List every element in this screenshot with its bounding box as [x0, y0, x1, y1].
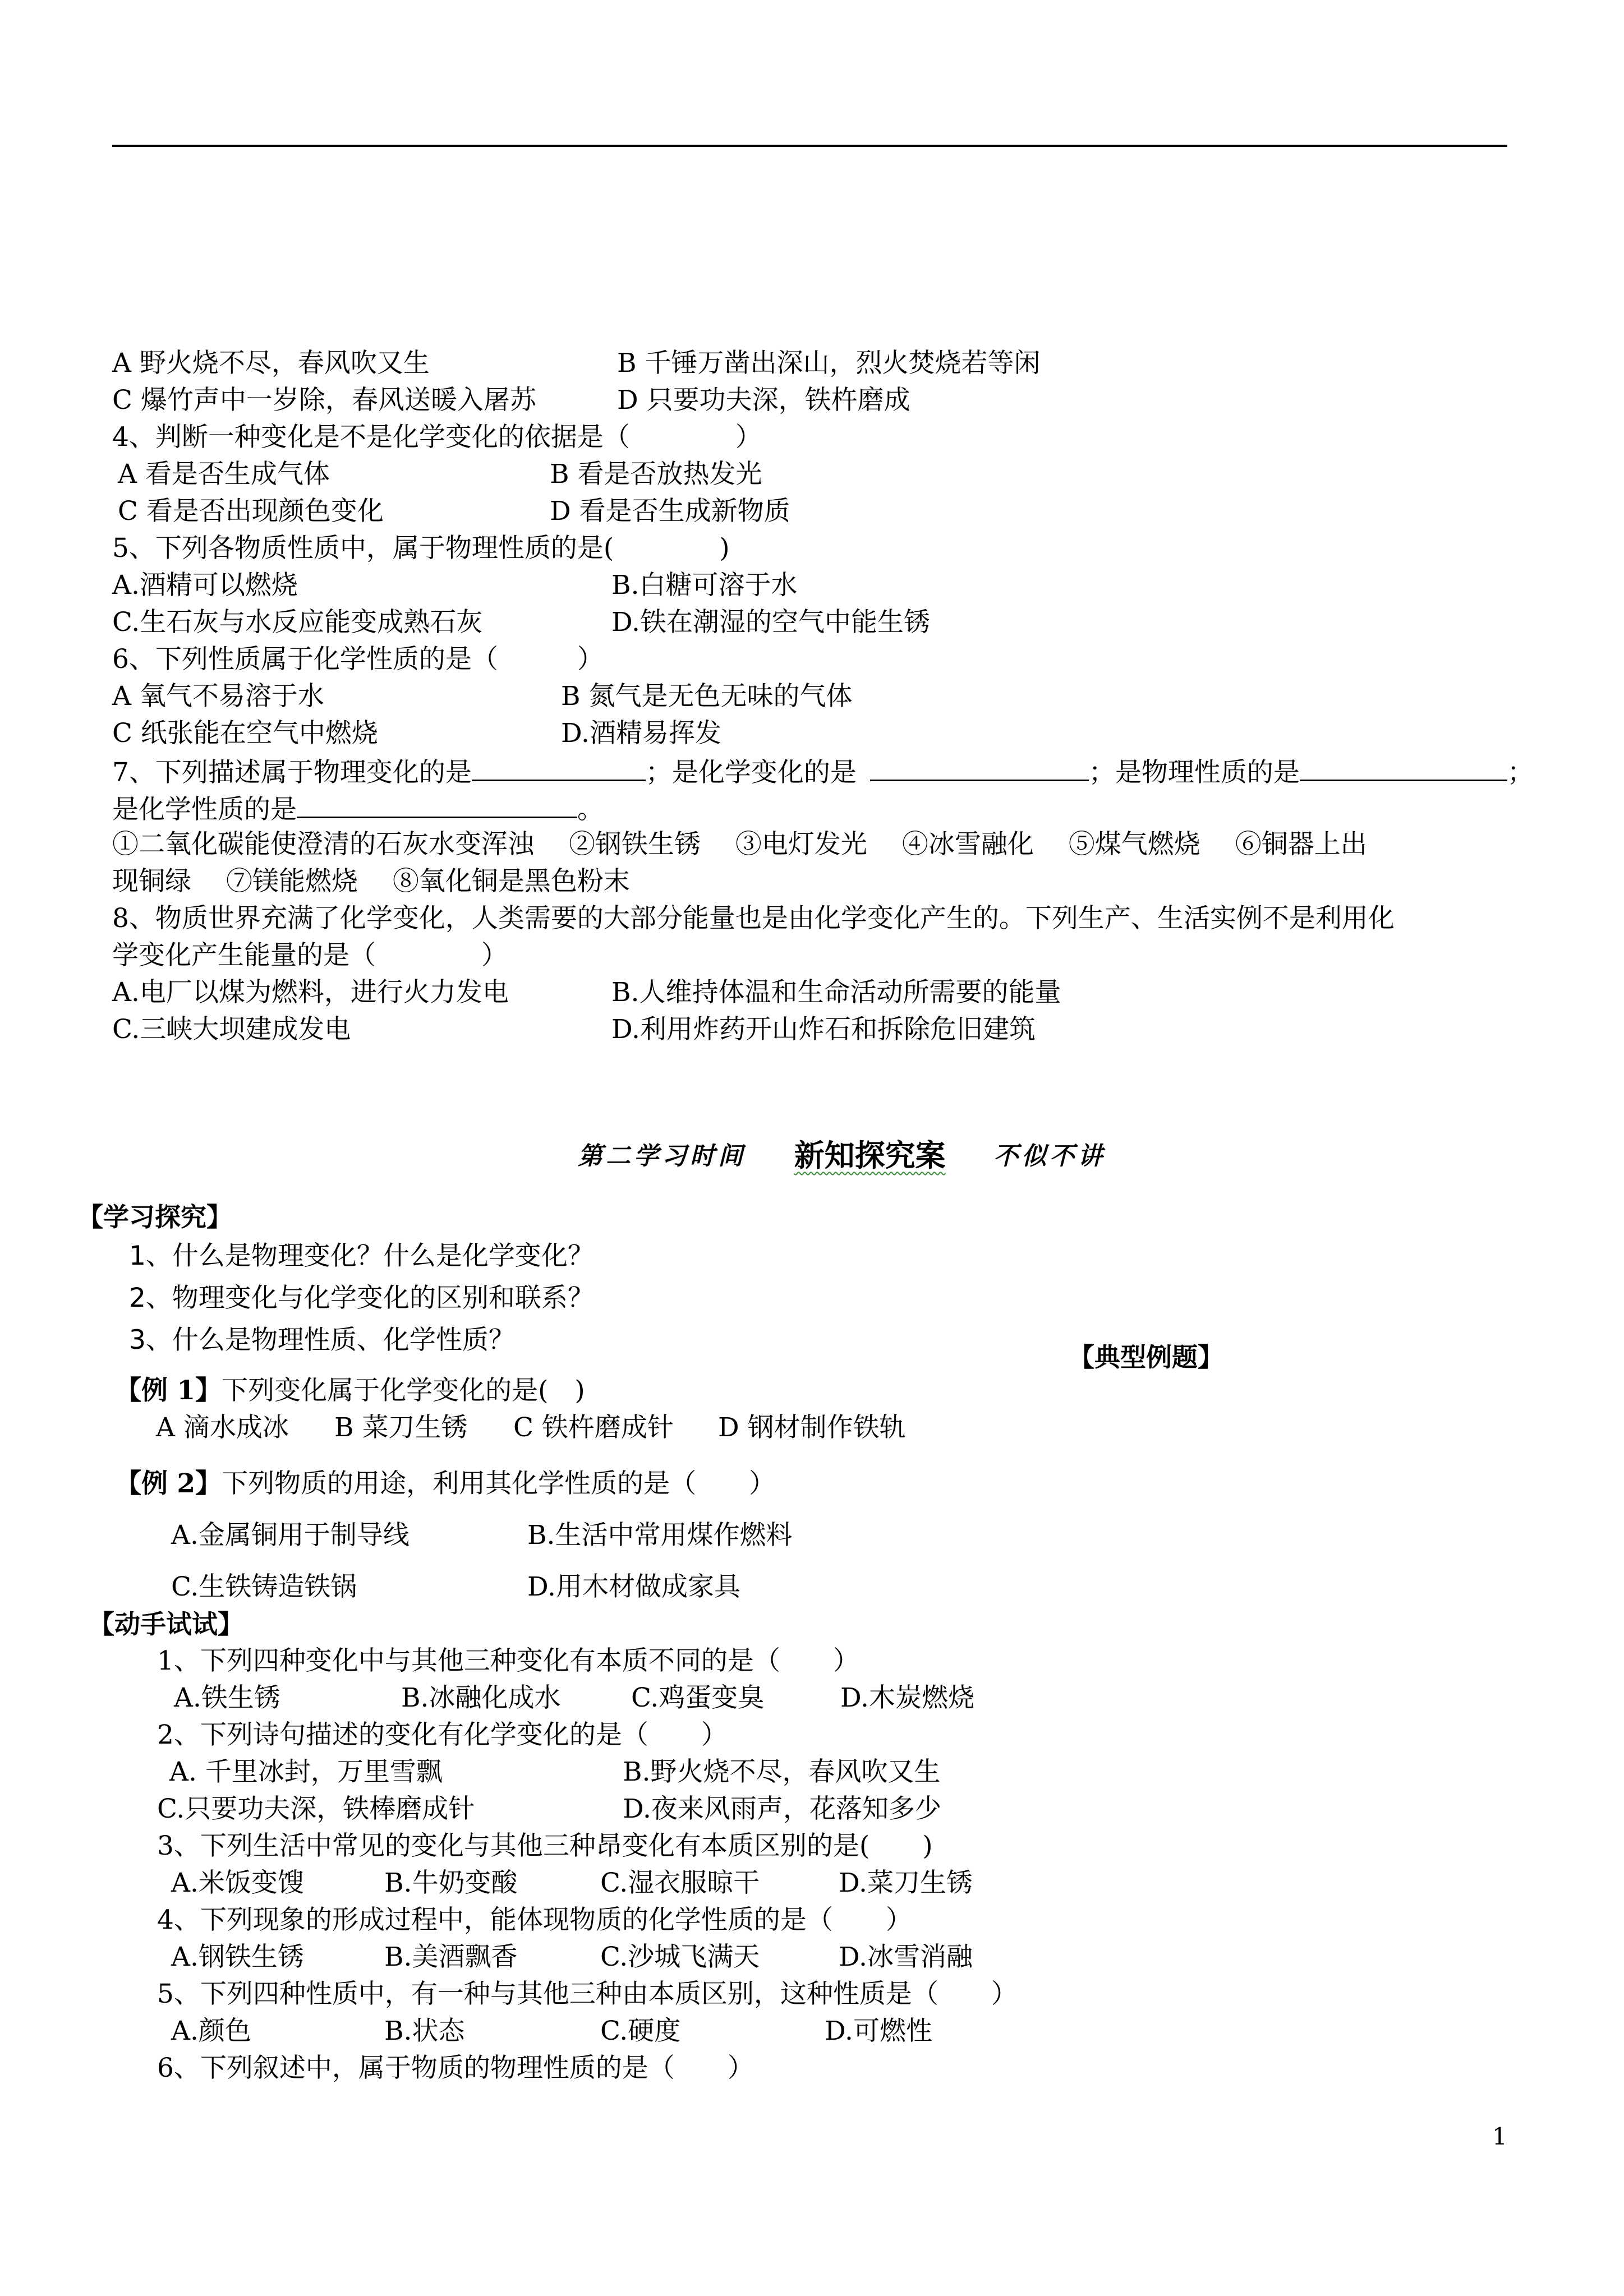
example-2-stem — [115, 1467, 775, 1501]
q8-option-c: C.三峡大坝建成发电 — [112, 1014, 351, 1045]
q6-option-a: A 氧气不易溶于水 — [112, 681, 324, 712]
practice-2-option-a: A. 千里冰封，万里雪飘 — [169, 1756, 443, 1787]
example-1-stem — [115, 1374, 585, 1408]
practice-3-option-a: A.米饭变馊 — [171, 1868, 304, 1898]
q7-blank-chemical-property[interactable] — [297, 791, 577, 818]
example-1-option-b: B 菜刀生锈 — [334, 1412, 468, 1443]
practice-6-stem: 6、下列叙述中，属于物质的物理性质的是（ ） — [157, 2053, 754, 2083]
practice-heading: 【动手试试】 — [89, 1609, 243, 1639]
q5-option-a: A.酒精可以燃烧 — [112, 570, 298, 601]
practice-5-option-c: C.硬度 — [600, 2016, 681, 2046]
q8-stem-line1: 8、物质世界充满了化学变化，人类需要的大部分能量也是由化学变化产生的。下列生产、生活实例不是利用化 — [112, 903, 1395, 934]
q8-option-a: A.电厂以煤为燃料，进行火力发电 — [112, 977, 509, 1008]
example-2-label: 【例 2】 — [115, 1468, 222, 1499]
q5-option-c: C.生石灰与水反应能变成熟石灰 — [112, 607, 483, 638]
example-1-option-a: A 滴水成冰 — [156, 1412, 289, 1443]
q3-option-c: C 爆竹声中一岁除，春风送暖入屠苏 — [112, 385, 536, 416]
q3-option-b: B 千锤万凿出深山，烈火焚烧若等闲 — [617, 348, 1041, 379]
q6-option-c: C 纸张能在空气中燃烧 — [112, 718, 378, 749]
q8-option-d: D.利用炸药开山炸石和拆除危旧建筑 — [611, 1014, 1036, 1045]
q7-stem-line1 — [112, 754, 1534, 790]
practice-4-option-b: B.美酒飘香 — [384, 1942, 518, 1972]
practice-3-option-d: D.菜刀生锈 — [839, 1868, 973, 1898]
q8-option-b: B.人维持体温和生命活动所需要的能量 — [611, 977, 1061, 1008]
practice-2-option-b: B.野火烧不尽，春风吹又生 — [623, 1756, 941, 1787]
q6-stem: 6、下列性质属于化学性质的是（ ） — [112, 644, 604, 675]
practice-1-option-d: D.木炭燃烧 — [840, 1682, 974, 1713]
example-1-text: 下列变化属于化学变化的是( ) — [222, 1375, 585, 1406]
practice-1-stem: 1、下列四种变化中与其他三种变化有本质不同的是（ ） — [157, 1645, 859, 1676]
practice-1-option-b: B.冰融化成水 — [401, 1682, 561, 1713]
page-number: 1 — [1492, 2123, 1507, 2150]
practice-4-stem: 4、下列现象的形成过程中，能体现物质的化学性质的是（ ） — [157, 1905, 912, 1935]
q4-stem: 4、判断一种变化是不是化学变化的依据是（ ） — [112, 422, 762, 453]
q7-blank-physical-property[interactable] — [1300, 754, 1507, 781]
q7-stem-line2 — [112, 791, 604, 827]
practice-5-option-b: B.状态 — [384, 2016, 465, 2046]
explore-heading: 【学习探究】 — [77, 1202, 232, 1232]
q3-option-d: D 只要功夫深，铁杵磨成 — [617, 385, 910, 416]
explore-question-1: 1、什么是物理变化？什么是化学变化？ — [129, 1241, 594, 1271]
banner-left-text: 第二学习时间 — [578, 1141, 746, 1170]
header-rule — [112, 145, 1507, 147]
q7-blank-chemical-change[interactable] — [870, 754, 1089, 781]
q4-option-d: D 看是否生成新物质 — [550, 496, 790, 527]
practice-3-option-c: C.湿衣服晾干 — [600, 1868, 760, 1898]
q7-text-chemical-change: ；是化学变化的是 — [645, 757, 857, 788]
q7-text-semicolon: ； — [1507, 757, 1534, 788]
examples-heading: 【典型例题】 — [1069, 1342, 1223, 1372]
practice-2-stem: 2、下列诗句描述的变化有化学变化的是（ ） — [157, 1719, 728, 1750]
q6-option-b: B 氮气是无色无味的气体 — [561, 681, 853, 712]
explore-question-3: 3、什么是物理性质、化学性质？ — [129, 1325, 515, 1356]
practice-3-option-b: B.牛奶变酸 — [384, 1868, 518, 1898]
q7-items-line2: 现铜绿 ⑦镁能燃烧 ⑧氧化铜是黑色粉末 — [112, 866, 630, 897]
example-2-option-b: B.生活中常用煤作燃料 — [527, 1520, 793, 1551]
practice-5-option-a: A.颜色 — [171, 2016, 251, 2046]
q5-stem: 5、下列各物质性质中，属于物理性质的是( ) — [112, 533, 730, 564]
example-1-option-d: D 钢材制作铁轨 — [718, 1412, 906, 1443]
q4-option-a: A 看是否生成气体 — [118, 459, 330, 490]
q6-option-d: D.酒精易挥发 — [561, 718, 721, 749]
example-2-option-c: C.生铁铸造铁锅 — [171, 1571, 357, 1602]
practice-2-option-d: D.夜来风雨声，花落知多少 — [623, 1794, 941, 1824]
q4-option-b: B 看是否放热发光 — [550, 459, 762, 490]
practice-1-option-c: C.鸡蛋变臭 — [631, 1682, 765, 1713]
practice-1-option-a: A.铁生锈 — [174, 1682, 280, 1713]
q7-items-line1: ①二氧化碳能使澄清的石灰水变浑浊 ②钢铁生锈 ③电灯发光 ④冰雪融化 ⑤煤气燃烧 ⑥铜器上出 — [112, 829, 1367, 860]
practice-2-option-c: C.只要功夫深，铁棒磨成针 — [157, 1794, 475, 1824]
practice-4-option-a: A.钢铁生锈 — [171, 1942, 304, 1972]
q7-text-chemical-property: 是化学性质的是 — [112, 794, 297, 825]
practice-5-stem: 5、下列四种性质中，有一种与其他三种由本质区别，这种性质是（ ） — [157, 1979, 1018, 2009]
q7-text-physical-property: ；是物理性质的是 — [1088, 757, 1300, 788]
example-1-option-c: C 铁杵磨成针 — [513, 1412, 674, 1443]
practice-3-stem: 3、下列生活中常见的变化与其他三种昂变化有本质区别的是( ) — [157, 1831, 933, 1861]
example-2-option-d: D.用木材做成家具 — [527, 1571, 740, 1602]
example-2-text: 下列物质的用途，利用其化学性质的是（ ） — [222, 1468, 776, 1499]
q5-option-d: D.铁在潮湿的空气中能生锈 — [611, 607, 930, 638]
q5-option-b: B.白糖可溶于水 — [611, 570, 798, 601]
practice-5-option-d: D.可燃性 — [825, 2016, 932, 2046]
banner-right-text: 不似不讲 — [993, 1141, 1106, 1170]
q7-text-period: 。 — [577, 794, 604, 825]
q3-option-a: A 野火烧不尽，春风吹又生 — [112, 348, 430, 379]
q7-text-physical-change: 7、下列描述属于物理变化的是 — [112, 757, 472, 788]
banner-title: 新知探究案 — [794, 1138, 946, 1173]
q8-stem-line2: 学变化产生能量的是（ ） — [112, 940, 508, 971]
explore-question-2: 2、物理变化与化学变化的区别和联系？ — [129, 1283, 594, 1313]
q4-option-c: C 看是否出现颜色变化 — [118, 496, 384, 527]
example-1-label: 【例 1】 — [115, 1375, 222, 1406]
example-2-option-a: A.金属铜用于制导线 — [171, 1520, 410, 1551]
section-banner — [578, 1132, 1106, 1175]
practice-4-option-d: D.冰雪消融 — [839, 1942, 973, 1972]
q7-blank-physical-change[interactable] — [472, 754, 646, 781]
practice-4-option-c: C.沙城飞满天 — [600, 1942, 760, 1972]
